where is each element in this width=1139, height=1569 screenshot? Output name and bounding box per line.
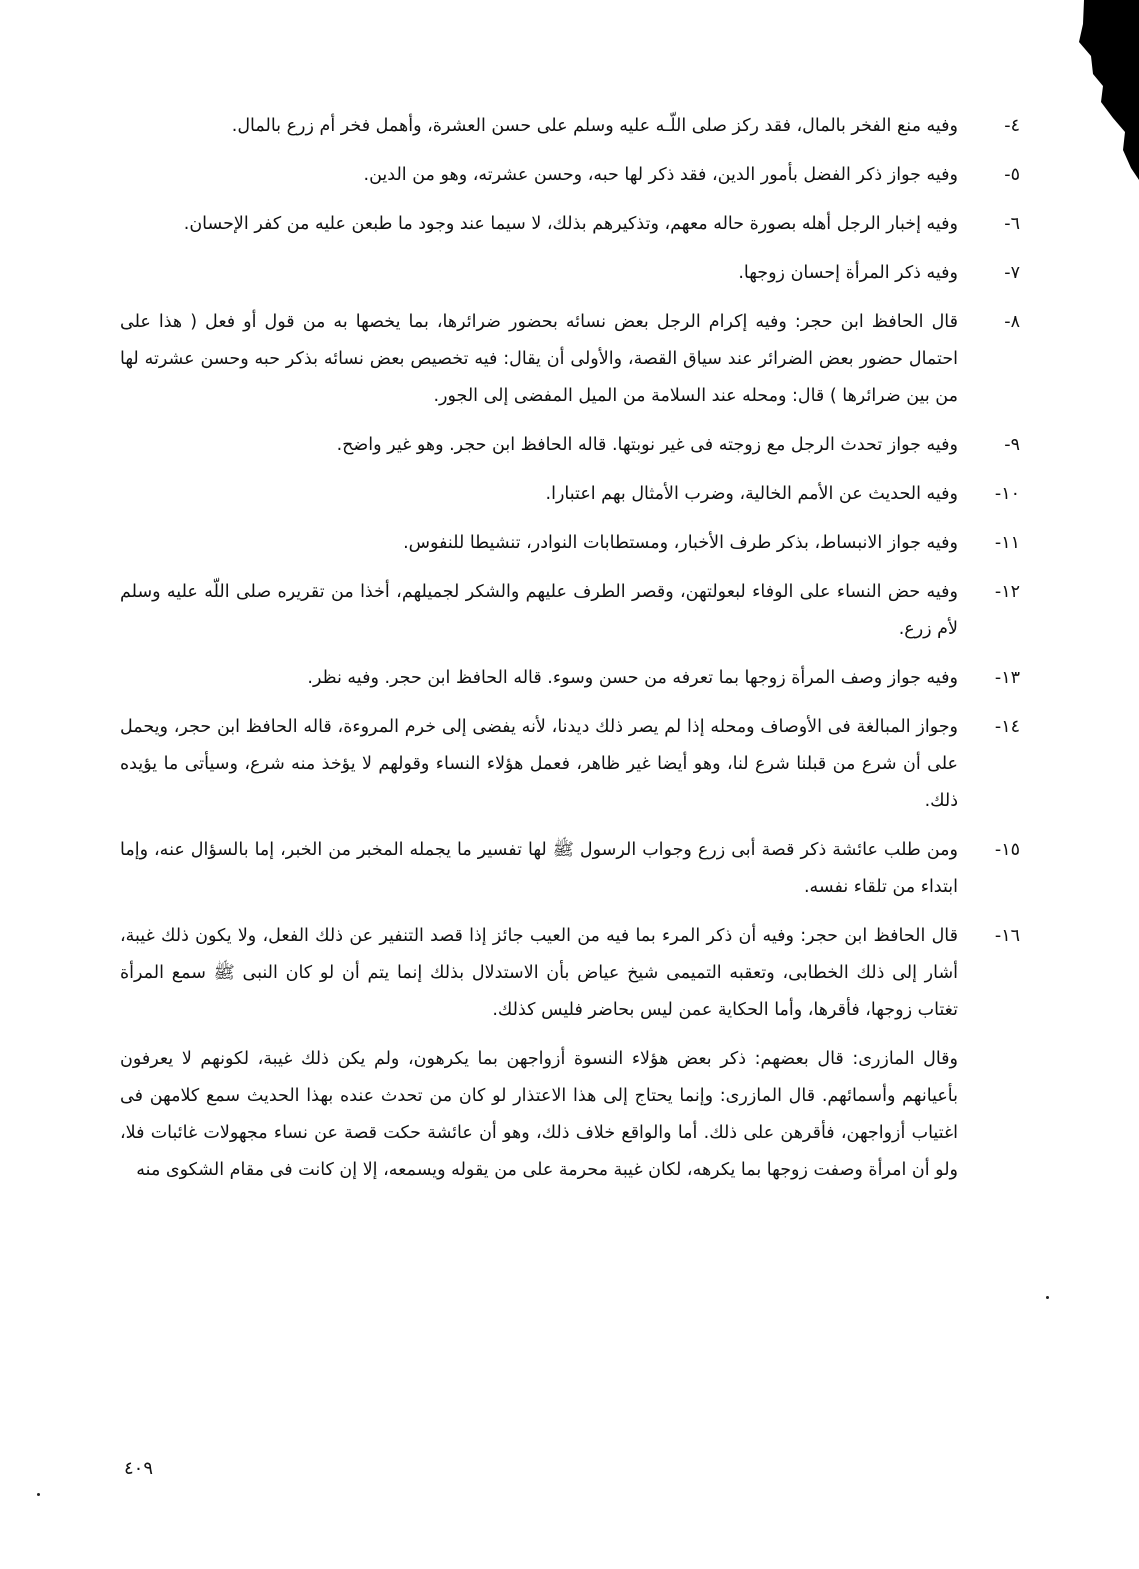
torn-corner-graphic (1039, 0, 1139, 180)
item-text: ومن طلب عائشة ذكر قصة أبى زرع وجواب الرسول ﷺ لها تفسير ما يجمله المخبر من الخبر، إما بالسؤال عنه، وإما ابتداء من تلقاء نفسه. (120, 840, 958, 897)
item-text: وفيه جواز وصف المرأة زوجها بما تعرفه من حسن وسوء. قاله الحافظ ابن حجر. وفيه نظر. (307, 668, 958, 688)
item-number: ١٣- (994, 668, 1020, 688)
item-text: وفيه جواز ذكر الفضل بأمور الدين، فقد ذكر لها حبه، وحسن عشرته، وهو من الدين. (363, 165, 958, 185)
item-number: ٥- (1004, 165, 1020, 185)
item-number: ١١- (994, 533, 1020, 553)
list-item (120, 660, 1020, 697)
item-number: ١٢- (994, 582, 1020, 602)
list-item (120, 709, 1020, 820)
list-item (120, 427, 1020, 464)
item-number: ١٥- (994, 840, 1020, 860)
list-item (120, 206, 1020, 243)
document-body (120, 108, 1020, 1189)
item-text: وفيه جواز تحدث الرجل مع زوجته فى غير نوبتها. قاله الحافظ ابن حجر. وهو غير واضح. (336, 435, 958, 455)
item-number: ٤- (1004, 116, 1020, 136)
item-text: وفيه إخبار الرجل أهله بصورة حاله معهم، وتذكيرهم بذلك، لا سيما عند وجود ما طبعن عليه من كفر الإحسان. (183, 214, 958, 234)
page-number: ٤٠٩ (124, 1458, 154, 1479)
item-number: ٨- (1004, 312, 1020, 332)
item-text: وفيه حض النساء على الوفاء لبعولتهن، وقصر الطرف عليهم والشكر لجميلهم، أخذا من تقريره صلى اللّه عليه وسلم لأم زرع. (120, 582, 958, 639)
list-item (120, 476, 1020, 513)
item-number: ٧- (1004, 263, 1020, 283)
item-text: وفيه جواز الانبساط، بذكر طرف الأخبار، ومستطابات النوادر، تنشيطا للنفوس. (403, 533, 958, 553)
item-text: قال الحافظ ابن حجر: وفيه إكرام الرجل بعض نسائه بحضور ضرائرها، بما يخصها به من قول أو فعل ( هذا على احتمال حضور بعض الضرائر عند سياق القصة، والأولى أن يقال: فيه تخصيص بعض نسائه بذكر حبه وحسن عشرته لها من بين ضرائرها ) قال: ومحله عند السلامة من الميل المفضى إلى الجور. (120, 312, 958, 406)
item-number: ٦- (1004, 214, 1020, 234)
item-number: ٩- (1004, 435, 1020, 455)
list-item (120, 525, 1020, 562)
item-text: قال الحافظ ابن حجر: وفيه أن ذكر المرء بما فيه من العيب جائز إذا قصد التنفير عن ذلك الفعل، ولا يكون ذلك غيبة، أشار إلى ذلك الخطابى، وتعقبه التميمى شيخ عياض بأن الاستدلال بذلك إنما يتم أن لو كان النبى ﷺ سمع المرأة تغتاب زوجها، فأقرها، وأما الحكاية عمن ليس بحاضر فليس كذلك. (120, 926, 958, 1020)
item-text: وفيه ذكر المرأة إحسان زوجها. (738, 263, 958, 283)
item-number: ١٦- (994, 926, 1020, 946)
item-text: وفيه الحديث عن الأمم الخالية، وضرب الأمثال بهم اعتبارا. (545, 484, 958, 504)
scan-speck (37, 1493, 40, 1496)
item-text: وفيه منع الفخر بالمال، فقد ركز صلى اللّـه عليه وسلم على حسن العشرة، وأهمل فخر أم زرع بالمال. (231, 116, 958, 136)
item-number: ١٠- (994, 484, 1020, 504)
list-item (120, 574, 1020, 648)
scan-speck (1046, 1296, 1049, 1299)
list-item (120, 832, 1020, 906)
list-item (120, 108, 1020, 145)
item-number: ١٤- (994, 717, 1020, 737)
list-item (120, 918, 1020, 1029)
list-item (120, 255, 1020, 292)
list-item (120, 304, 1020, 415)
continuation-paragraph: وقال المازرى: قال بعضهم: ذكر بعض هؤلاء النسوة أزواجهن بما يكرهون، ولم يكن ذلك غيبة، لكونهم لا يعرفون بأعيانهم وأسمائهم. قال المازرى: وإنما يحتاج إلى هذا الاعتذار لو كان من تحدث عنده بهذا الحديث سمع كلامهن فى اغتياب أزواجهن، فأقرهن على ذلك. أما والواقع خلاف ذلك، وهو أن عائشة حكت قصة عن نساء مجهولات غائبات فلا، ولو أن امرأة وصفت زوجها بما يكرهه، لكان غيبة محرمة على من يقوله ويسمعه، إلا إن كانت فى مقام الشكوى منه (120, 1049, 958, 1180)
item-text: وجواز المبالغة فى الأوصاف ومحله إذا لم يصر ذلك ديدنا، لأنه يفضى إلى خرم المروءة، قاله الحافظ ابن حجر، ويحمل على أن شرع من قبلنا شرع لنا، وهو أيضا غير ظاهر، فعمل هؤلاء النساء وقولهم لا يؤخذ منه شرع، وسيأتى ما يؤيده ذلك. (120, 717, 958, 811)
list-item (120, 157, 1020, 194)
